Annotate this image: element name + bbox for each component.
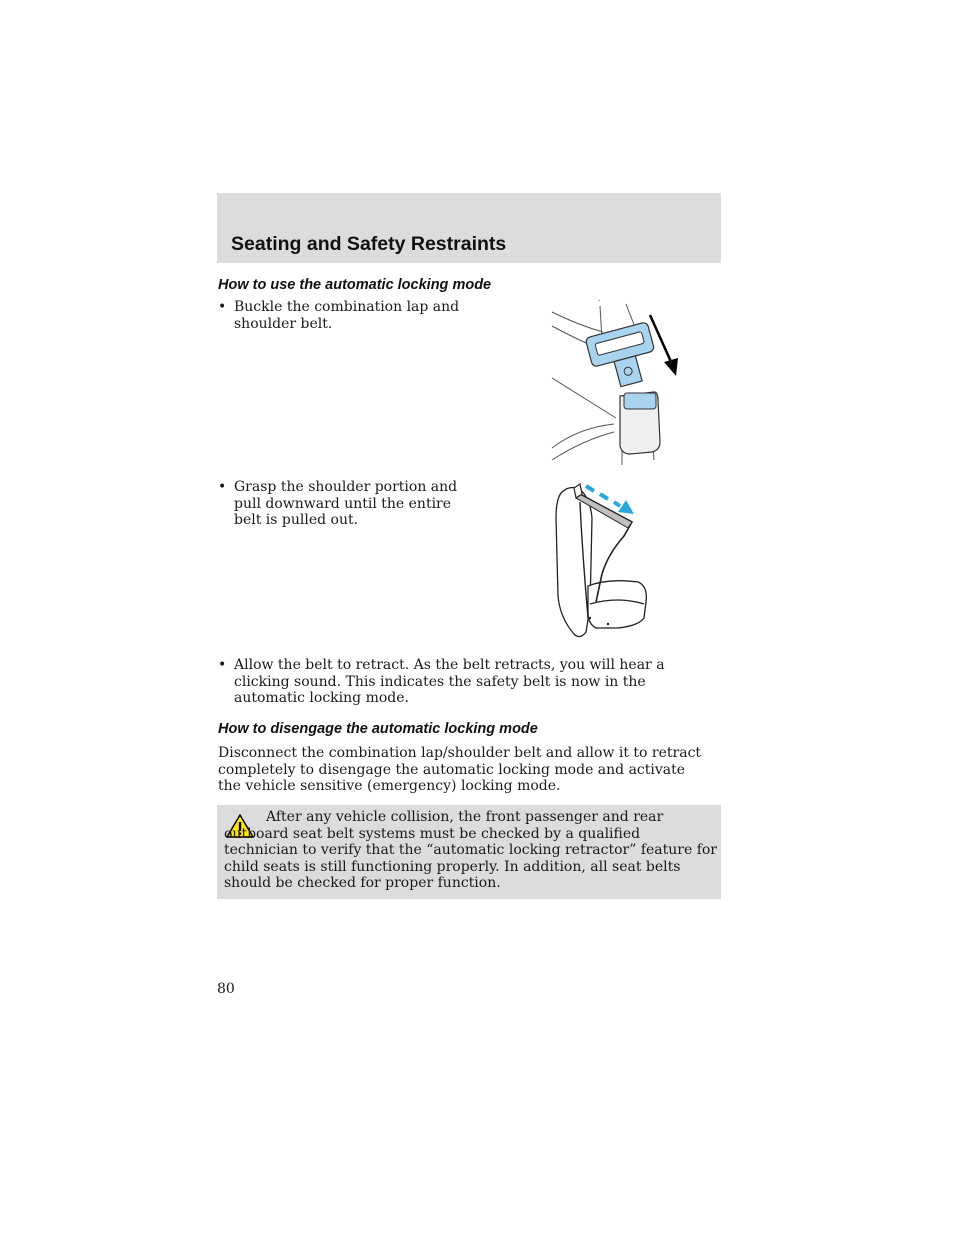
warning-box — [217, 805, 721, 899]
disengage-paragraph: Disconnect the combination lap/shoulder belt and allow it to retract completely to disengage the automatic locking mode and activate the vehicle sensitive (emergency) locking mode. — [218, 745, 702, 795]
section-header-band — [217, 193, 721, 263]
list-item — [218, 479, 468, 529]
bullet-dot: • — [218, 479, 227, 495]
bullet-dot: • — [218, 657, 227, 673]
bullet-text: Grasp the shoulder portion and pull downward until the entire belt is pulled out. — [234, 479, 458, 529]
seat-belt-pull-illustration — [548, 478, 658, 646]
page-number: 80 — [217, 981, 235, 997]
list-item — [218, 657, 713, 707]
use-mode-heading: How to use the automatic locking mode — [218, 277, 492, 293]
warning-text: After any vehicle collision, the front passenger and rear outboard seat belt systems must be checked by a qualified technician to verify that the “automatic locking retractor” feature for child seats is still functioning properly. In addition, all seat belts should be checked for proper function. — [224, 809, 718, 892]
disengage-mode-heading: How to disengage the automatic locking mode — [218, 721, 538, 737]
list-item — [218, 299, 468, 332]
page-title: Seating and Safety Restraints — [231, 233, 507, 255]
bullet-text: Allow the belt to retract. As the belt retracts, you will hear a clicking sound. This indicates the safety belt is now in the automatic locking mode. — [234, 657, 665, 707]
buckle-illustration — [548, 300, 683, 465]
bullet-dot: • — [218, 299, 227, 315]
bullet-text: Buckle the combination lap and shoulder belt. — [234, 299, 460, 332]
